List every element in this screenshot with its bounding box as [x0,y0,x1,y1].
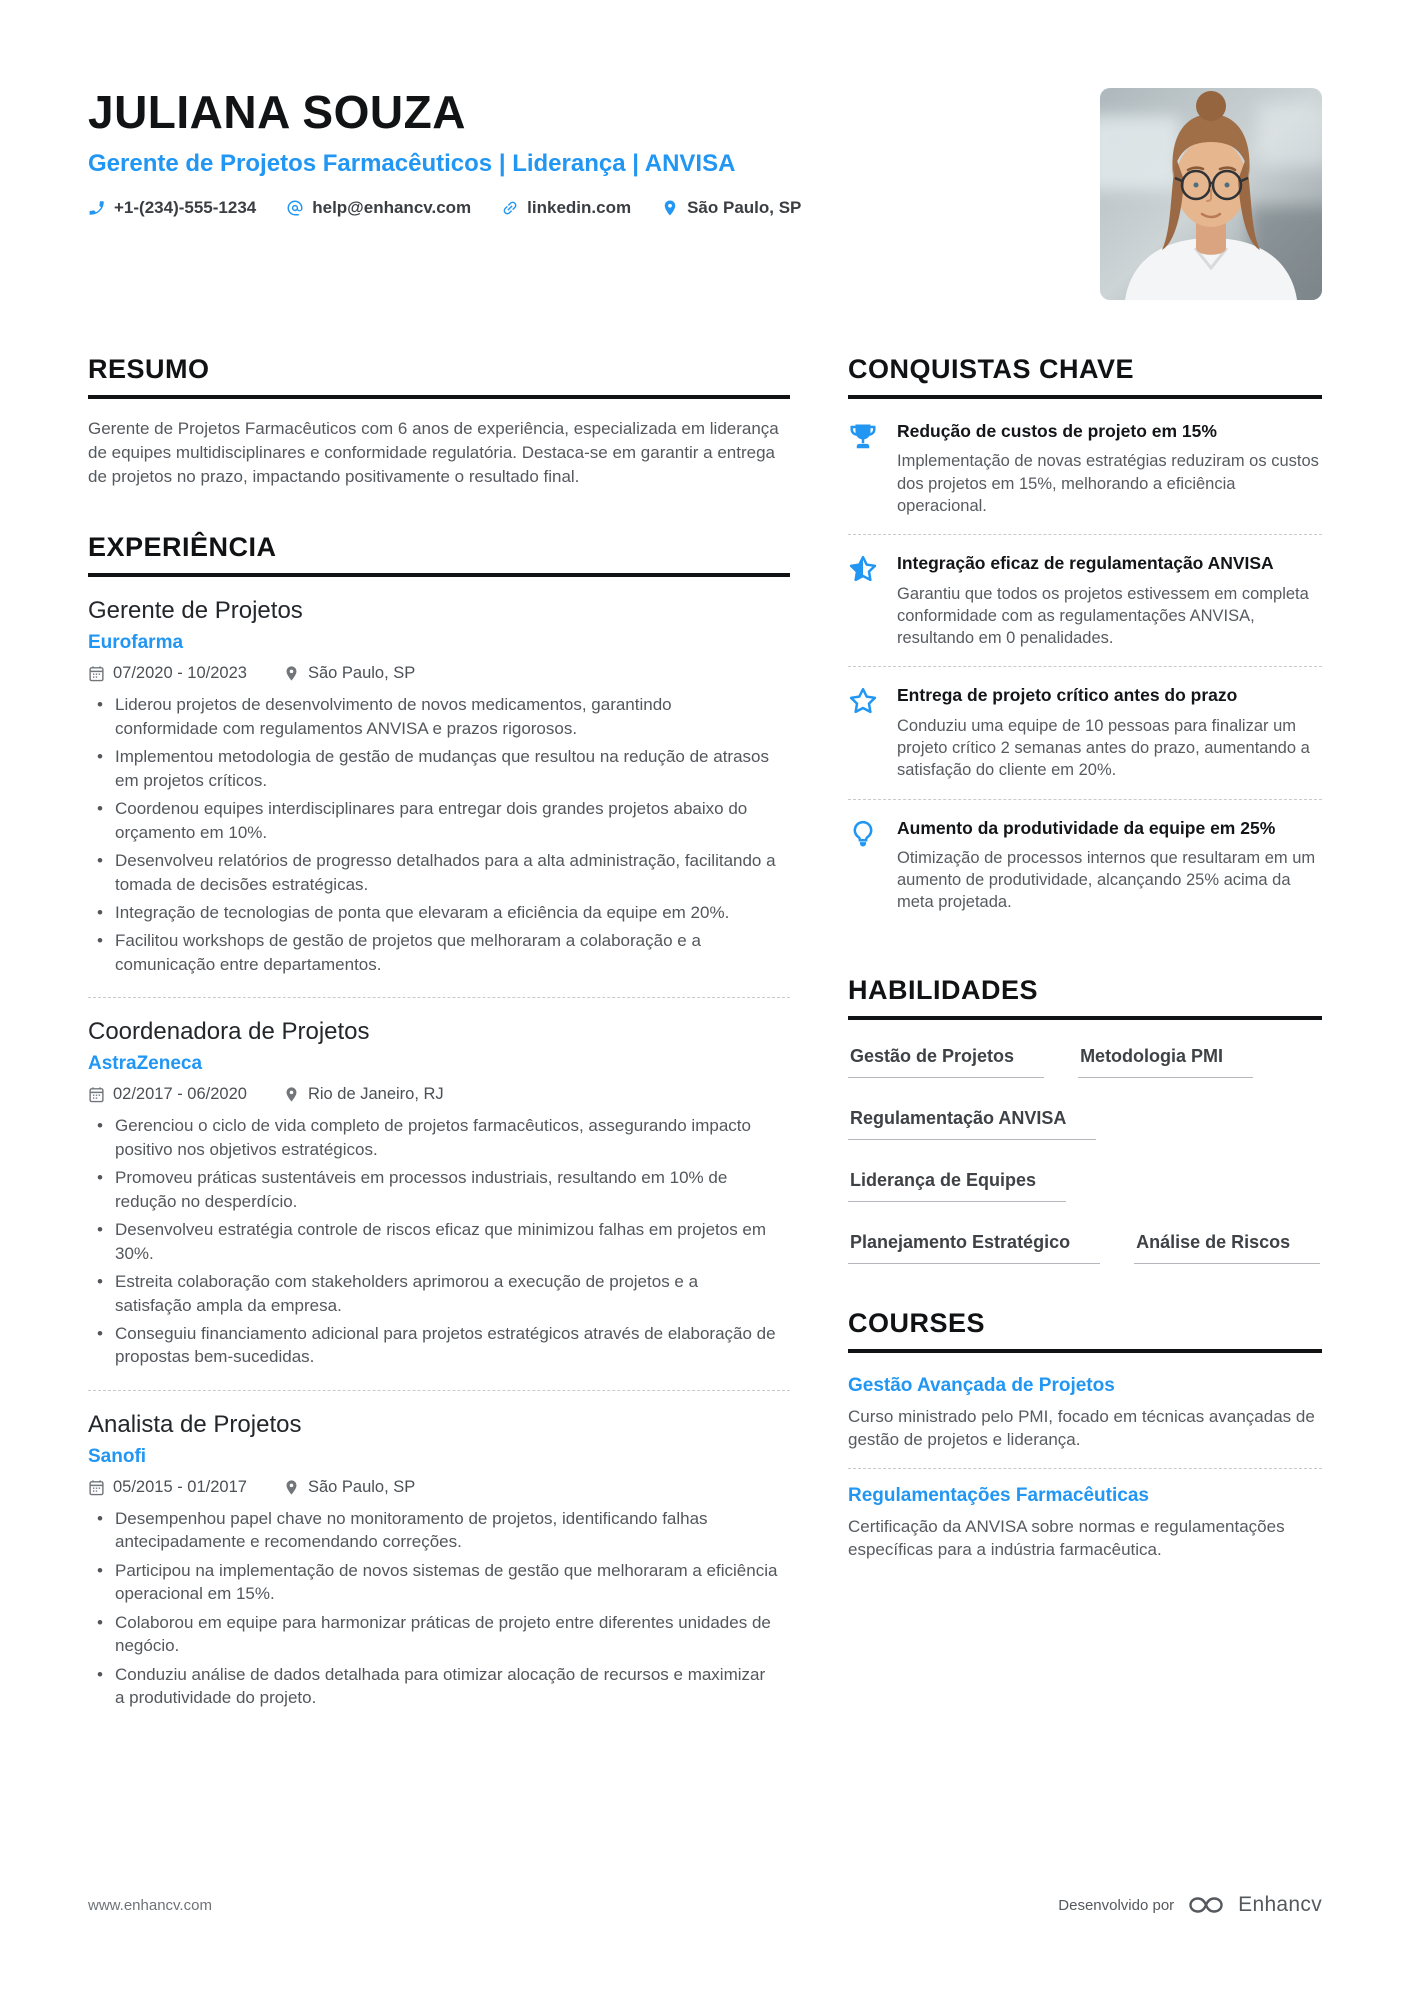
calendar-icon [88,1479,105,1496]
job-dates [88,1085,247,1104]
footer-credit [1058,1892,1322,1918]
habilidades-section [848,975,1322,1264]
job-bullet: • Facilitou workshops de gestão de projetos que melhoraram a colaboração e a comunicação entre departamentos. [88,929,778,976]
calendar-icon [88,1086,105,1103]
star-half-icon [848,552,880,649]
job-title: Coordenadora de Projetos [88,1018,370,1046]
courses-section [848,1308,1322,1578]
job-dates-text: 02/2017 - 06/2020 [113,1085,247,1104]
at-icon [286,199,304,217]
job-title: Analista de Projetos [88,1410,302,1438]
achievement-title: Integração eficaz de regulamentação ANVISA [897,553,1274,574]
courses-heading: COURSES [848,1308,1322,1353]
job-dates [88,1478,247,1497]
contact-linkedin-text: linkedin.com [527,198,632,218]
contact-phone[interactable] [88,198,256,218]
job-bullets [88,693,790,976]
job-bullet: • Promoveu práticas sustentáveis em processos industriais, resultando em 10% de redução no desperdício. [88,1166,778,1213]
location-icon [661,199,679,217]
job-bullet: • Implementou metodologia de gestão de mudanças que resultou na redução de atrasos em projetos críticos. [88,745,778,792]
job-entry [88,577,790,997]
job-bullets [88,1114,790,1369]
skill-tag: Metodologia PMI [1078,1046,1253,1078]
contact-phone-text: +1-(234)-555-1234 [114,198,257,218]
achievement-desc: Conduziu uma equipe de 10 pessoas para finalizar um projeto crítico 2 semanas antes do prazo, aumentando a satisfação do cliente em 20%. [897,716,1310,780]
skill-tag: Regulamentação ANVISA [848,1108,1096,1140]
job-location [283,664,415,683]
job-bullet: • Desempenhou papel chave no monitoramento de projetos, identificando falhas antecipadamente e recomendando correções. [88,1507,778,1554]
job-location [283,1478,415,1497]
course-desc: Curso ministrado pelo PMI, focado em técnicas avançadas de gestão de projetos e liderança. [848,1406,1315,1449]
course-entry [848,1468,1322,1578]
achievement-desc: Implementação de novas estratégias reduziram os custos dos projetos em 15%, melhorando a eficiência operacional. [897,452,1319,515]
job-bullet: • Desenvolveu estratégia controle de riscos eficaz que minimizou falhas em projetos em 30%. [88,1218,778,1265]
right-column [848,354,1322,1775]
job-location-text: São Paulo, SP [307,664,416,683]
person-name: JULIANA SOUZA [88,86,466,138]
course-title: Gestão Avançada de Projetos [848,1374,1115,1396]
job-location-text: Rio de Janeiro, RJ [307,1085,444,1104]
job-company: Eurofarma [88,632,184,654]
job-title: Gerente de Projetos [88,597,303,625]
job-location [283,1085,444,1104]
experiencia-heading: EXPERIÊNCIA [88,532,790,577]
conquistas-section [848,354,1322,931]
conquistas-heading: CONQUISTAS CHAVE [848,354,1322,399]
contact-linkedin[interactable] [501,198,631,218]
enhancv-brand-text: Enhancv [1238,1893,1322,1916]
job-bullet: • Conseguiu financiamento adicional para projetos estratégicos através de elaboração de propostas bem-sucedidas. [88,1322,778,1369]
job-entry [88,1390,790,1731]
star-icon [848,684,880,781]
skills-list [848,1046,1322,1264]
achievement-title: Redução de custos de projeto em 15% [897,421,1217,441]
achievement-item [848,534,1322,666]
resume-header [88,88,1322,308]
course-title: Regulamentações Farmacêuticas [848,1484,1149,1506]
skill-tag: Planejamento Estratégico [848,1232,1100,1264]
achievement-desc: Otimização de processos internos que resultaram em um aumento de produtividade, alcançando 25% acima da meta projetada. [897,848,1316,912]
job-bullets [88,1507,790,1710]
job-bullet: • Integração de tecnologias de ponta que elevaram a eficiência da equipe em 20%. [88,901,778,924]
location-icon [283,665,300,682]
achievement-title: Entrega de projeto crítico antes do prazo [897,685,1238,706]
location-icon [283,1479,300,1496]
job-bullet: • Participou na implementação de novos sistemas de gestão que melhoraram a eficiência operacional em 15%. [88,1559,778,1606]
job-bullet: • Estreita colaboração com stakeholders aprimorou a execução de projetos e a satisfação ampla da empresa. [88,1270,778,1317]
job-bullet: • Coordenou equipes interdisciplinares para entregar dois grandes projetos abaixo do orçamento em 10%. [88,797,778,844]
footer-website-link[interactable]: www.enhancv.com [88,1896,212,1914]
phone-icon [88,199,106,217]
left-column [88,354,790,1775]
resumo-heading: RESUMO [88,354,790,399]
job-location-text: São Paulo, SP [307,1477,416,1496]
enhancv-logo-icon [1184,1892,1228,1918]
job-dates [88,664,247,683]
lightbulb-icon [848,817,880,914]
job-company: AstraZeneca [88,1053,203,1075]
skill-tag: Gestão de Projetos [848,1046,1044,1078]
job-bullet: • Colaborou em equipe para harmonizar práticas de projeto entre diferentes unidades de negócio. [88,1611,778,1658]
achievement-desc: Garantiu que todos os projetos estivessem em completa conformidade com as regulamentações ANVISA, resultando em 0 penalidades. [897,584,1309,648]
contact-email-text: help@enhancv.com [312,198,472,218]
job-bullet: • Gerenciou o ciclo de vida completo de projetos farmacêuticos, assegurando impacto positivo nos objetivos estratégicos. [88,1114,778,1161]
trophy-icon [848,420,880,517]
job-bullet: • Conduziu análise de dados detalhada para otimizar alocação de recursos e maximizar a produtividade do projeto. [88,1663,778,1710]
job-bullet: • Desenvolveu relatórios de progresso detalhados para a alta administração, facilitando a tomada de decisões estratégicas. [88,849,778,896]
achievement-item [848,403,1322,534]
achievement-item [848,666,1322,798]
credit-label: Desenvolvido por [1058,1896,1175,1914]
job-entry [88,997,790,1390]
contact-email[interactable] [286,198,471,218]
job-bullet: • Liderou projetos de desenvolvimento de novos medicamentos, garantindo conformidade com regulamentos ANVISA e prazos rigorosos. [88,693,778,740]
page-footer [88,1892,1322,1918]
course-desc: Certificação da ANVISA sobre normas e regulamentações específicas para a indústria farmacêutica. [848,1516,1285,1559]
job-company: Sanofi [88,1445,147,1467]
course-entry [848,1359,1322,1468]
job-dates-text: 07/2020 - 10/2023 [113,664,247,683]
location-icon [283,1086,300,1103]
experiencia-section [88,532,790,1730]
profile-photo [1100,88,1322,300]
contact-location-text: São Paulo, SP [687,198,802,218]
skill-tag: Liderança de Equipes [848,1170,1066,1202]
link-icon [501,199,519,217]
achievement-title: Aumento da produtividade da equipe em 25% [897,817,1276,838]
summary-text: Gerente de Projetos Farmacêuticos com 6 anos de experiência, especializada em liderança de equipes multidisciplinares e conformidade regulatória. Destaca-se em garantir a entrega de projetos no prazo, impactando positivamente o resultado final. [88,419,779,486]
habilidades-heading: HABILIDADES [848,975,1322,1020]
resumo-section [88,354,790,488]
achievement-item [848,799,1322,931]
job-dates-text: 05/2015 - 01/2017 [113,1477,247,1496]
skill-tag: Análise de Riscos [1134,1232,1320,1264]
contact-location [661,198,801,218]
headline: Gerente de Projetos Farmacêuticos | Liderança | ANVISA [88,150,736,178]
calendar-icon [88,665,105,682]
